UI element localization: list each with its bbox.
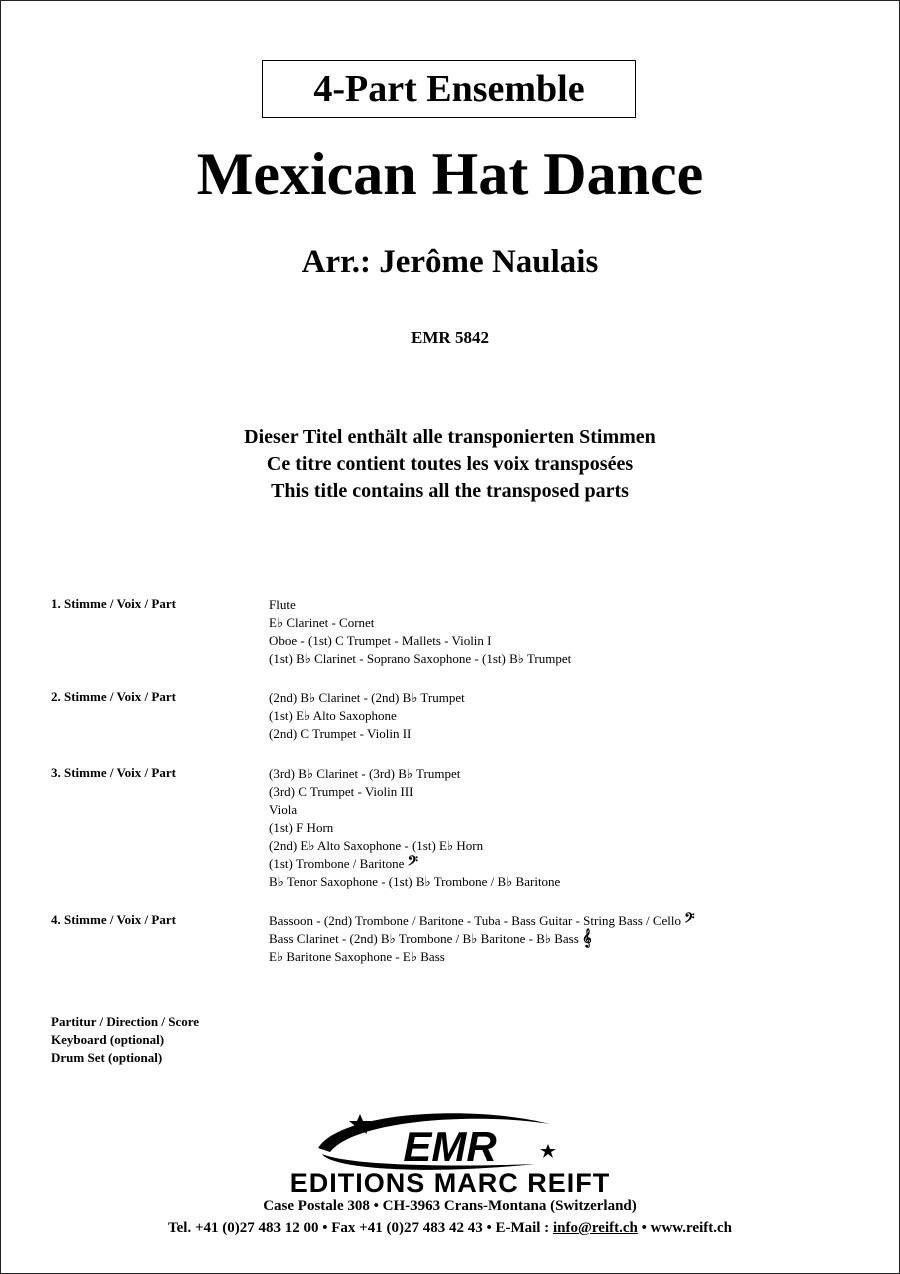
- email-link[interactable]: info@reift.ch: [552, 1220, 638, 1236]
- instrument-line: B♭ Tenor Saxophone - (1st) B♭ Trombone / B♭ Baritone: [269, 874, 561, 889]
- instrument-text: Bass Clarinet - (2nd) B♭ Trombone / B♭ Baritone - B♭ Bass: [269, 931, 579, 946]
- treble-clef-icon: 𝄞: [582, 930, 592, 947]
- instrument-line: Flute: [269, 597, 296, 612]
- publisher-contact: [0, 1220, 900, 1237]
- part-instruments: [269, 912, 695, 966]
- part-instruments: [269, 765, 560, 891]
- instrument-line: Oboe - (1st) C Trumpet - Mallets - Violin I: [269, 633, 492, 648]
- instrument-line-with-clef: [269, 855, 560, 873]
- instrument-line: (2nd) E♭ Alto Saxophone - (1st) E♭ Horn: [269, 838, 484, 853]
- contact-phone-fax: Tel. +41 (0)27 483 12 00 • Fax +41 (0)27 483 42 43 • E-Mail :: [168, 1220, 553, 1236]
- publisher-name: EDITIONS MARC REIFT: [289, 1168, 611, 1198]
- logo-text: EMR: [403, 1123, 497, 1170]
- instrument-line: (1st) F Horn: [269, 820, 334, 835]
- part-label: 1. Stimme / Voix / Part: [51, 596, 176, 611]
- instrument-line: (2nd) B♭ Clarinet - (2nd) B♭ Trumpet: [269, 690, 465, 705]
- bass-clef-icon: 𝄢: [684, 912, 695, 929]
- extra-item: Drum Set (optional): [51, 1050, 163, 1065]
- extra-item: Keyboard (optional): [51, 1032, 165, 1047]
- instrument-line: (3rd) B♭ Clarinet - (3rd) B♭ Trumpet: [269, 766, 461, 781]
- part-label: 4. Stimme / Voix / Part: [51, 912, 176, 927]
- additional-parts: [51, 1013, 199, 1067]
- part-label: 3. Stimme / Voix / Part: [51, 765, 176, 780]
- notice-german: Dieser Titel enthält alle transponierten Stimmen: [244, 426, 656, 448]
- website: • www.reift.ch: [637, 1220, 732, 1236]
- instrument-text: Bassoon - (2nd) Trombone / Baritone - Tuba - Bass Guitar - String Bass / Cello: [269, 913, 682, 928]
- ensemble-type-box: [262, 60, 636, 118]
- part-label: 2. Stimme / Voix / Part: [51, 689, 176, 704]
- ensemble-type: 4-Part Ensemble: [313, 68, 585, 110]
- instrument-line: E♭ Clarinet - Cornet: [269, 615, 375, 630]
- transposition-notice: [0, 424, 900, 505]
- part-instruments: [269, 689, 465, 743]
- instrument-line: (1st) E♭ Alto Saxophone: [269, 708, 397, 723]
- star-icon: [540, 1144, 556, 1158]
- instrument-line: (3rd) C Trumpet - Violin III: [269, 784, 414, 799]
- piece-title: Mexican Hat Dance: [196, 141, 704, 207]
- arranger: Arr.: Jerôme Naulais: [301, 244, 599, 280]
- instrument-line: Viola: [269, 802, 298, 817]
- notice-french: Ce titre contient toutes les voix transposées: [266, 453, 634, 475]
- instrument-line-with-clef: [269, 912, 695, 930]
- notice-english: This title contains all the transposed parts: [271, 480, 629, 502]
- instrument-line: (2nd) C Trumpet - Violin II: [269, 726, 412, 741]
- instrument-line: (1st) B♭ Clarinet - Soprano Saxophone - (1st) B♭ Trumpet: [269, 651, 572, 666]
- publisher-address: Case Postale 308 • CH-3963 Crans-Montana (Switzerland): [263, 1198, 637, 1214]
- instrument-line: E♭ Baritone Saxophone - E♭ Bass: [269, 949, 445, 964]
- instrument-text: (1st) Trombone / Baritone: [269, 856, 405, 871]
- extra-item: Partitur / Direction / Score: [51, 1014, 200, 1029]
- part-instruments: [269, 596, 571, 668]
- catalog-number: EMR 5842: [411, 328, 489, 347]
- instrument-line-with-clef: [269, 930, 695, 948]
- bass-clef-icon: 𝄢: [407, 855, 418, 872]
